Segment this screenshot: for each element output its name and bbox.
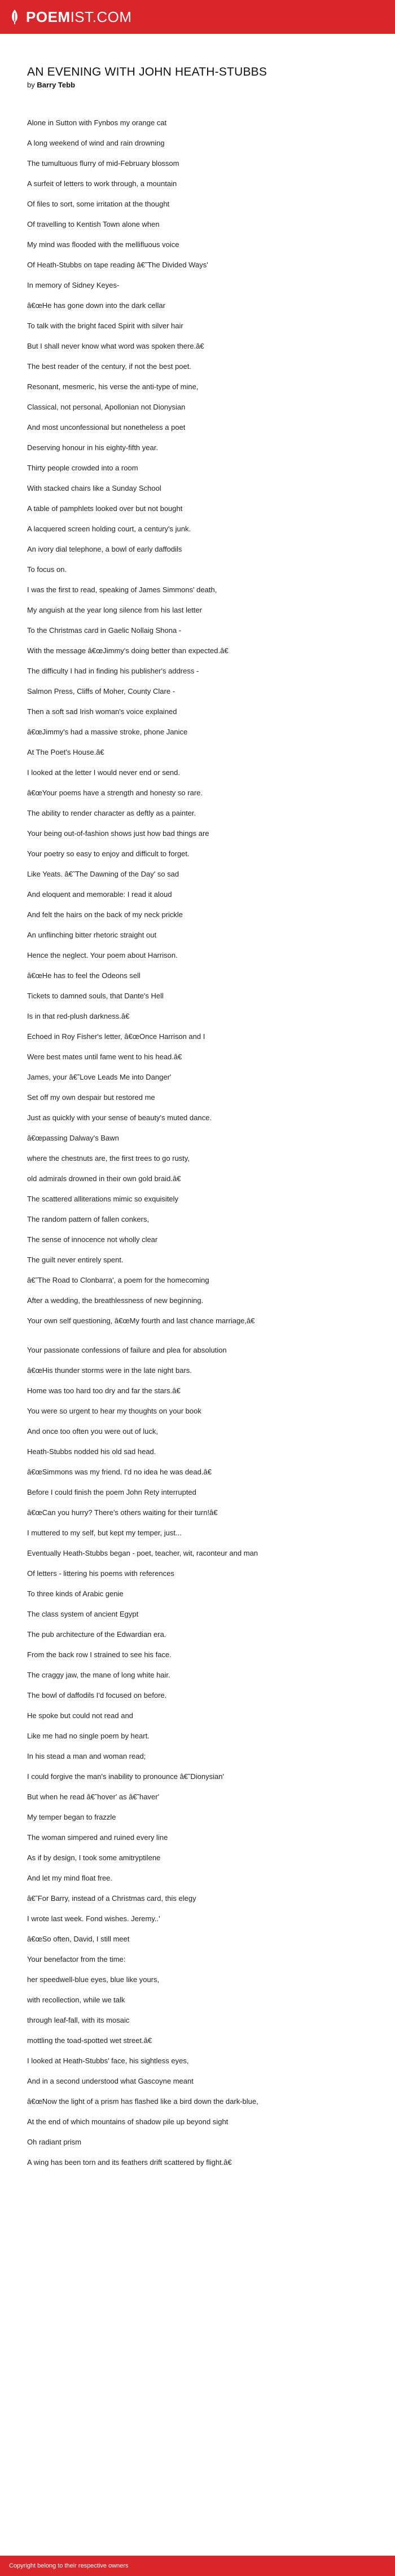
quill-pen-icon <box>9 10 20 24</box>
site-logo-link[interactable] <box>26 8 132 26</box>
poem-line: As if by design, I took some amitryptilene <box>27 1853 161 1862</box>
poem-line: The pub architecture of the Edwardian era. <box>27 1630 166 1639</box>
poem-line: Tickets to damned souls, that Dante's Hell <box>27 992 164 1000</box>
poem-line: To talk with the bright faced Spirit with silver hair <box>27 322 183 330</box>
poem-line: Eventually Heath-Stubbs began - poet, teacher, wit, raconteur and man <box>27 1549 258 1557</box>
poem-line: A table of pamphlets looked over but not bought <box>27 504 183 513</box>
poem-line: Like Yeats. â€˜The Dawning of the Day' so sad <box>27 870 179 878</box>
poem-line: My anguish at the year long silence from his last letter <box>27 606 202 614</box>
poem-byline <box>27 81 341 89</box>
poem-line: The guilt never entirely spent. <box>27 1256 124 1264</box>
poem-line: where the chestnuts are, the first trees to go rusty, <box>27 1154 190 1162</box>
poem-body <box>27 118 341 2178</box>
copyright-text: Copyright belong to their respective owners <box>9 2562 129 2569</box>
poem-line: The tumultuous flurry of mid-February blossom <box>27 159 179 168</box>
logo-bold-text: POEM <box>26 8 71 25</box>
poem-line: Is in that red-plush darkness.â€ <box>27 1012 130 1020</box>
poem-line: A wing has been torn and its feathers drift scattered by flight.â€ <box>27 2158 232 2167</box>
poem-line: And most unconfessional but nonetheless a poet <box>27 423 186 431</box>
poem-line: I could forgive the man's inability to pronounce â€˜Dionysian' <box>27 1772 224 1781</box>
poem-line: At the end of which mountains of shadow pile up beyond sight <box>27 2117 229 2126</box>
poem-line: â€œSo often, David, I still meet <box>27 1935 130 1943</box>
poem-line: At The Poet's House.â€ <box>27 748 104 756</box>
poem-line: In memory of Sidney Keyes- <box>27 281 120 289</box>
poem-line: With the message â€œJimmy's doing better than expected.â€ <box>27 646 229 655</box>
poem-line: To focus on. <box>27 565 67 574</box>
poem-line: Before I could finish the poem John Rety interrupted <box>27 1488 196 1496</box>
site-footer <box>0 2556 395 2576</box>
poem-line: Of travelling to Kentish Town alone when <box>27 220 160 228</box>
poem-line: with recollection, while we talk <box>27 1996 125 2004</box>
poem-line: To three kinds of Arabic genie <box>27 1589 124 1598</box>
poem-line: The ability to render character as deftly as a painter. <box>27 809 196 817</box>
poem-line: And in a second understood what Gascoyne meant <box>27 2077 194 2085</box>
poem-line: â€œNow the light of a prism has flashed like a bird down the dark-blue, <box>27 2097 258 2106</box>
poem-line: â€œJimmy's had a massive stroke, phone Janice <box>27 728 188 736</box>
poem-line: Set off my own despair but restored me <box>27 1093 155 1102</box>
poem-line: The best reader of the century, if not the best poet. <box>27 362 191 371</box>
poem-line: He spoke but could not read and <box>27 1711 133 1720</box>
poem-line: James, your â€˜Love Leads Me into Danger' <box>27 1073 172 1081</box>
poem-line: Echoed in Roy Fisher's letter, â€œOnce Harrison and I <box>27 1032 205 1041</box>
poem-line: But I shall never know what word was spoken there.â€ <box>27 342 204 350</box>
poem-line: Resonant, mesmeric, his verse the anti-type of mine, <box>27 382 199 391</box>
poem-line: Your own self questioning, â€œMy fourth and last chance marriage,â€ <box>27 1316 255 1325</box>
poem-line: I looked at Heath-Stubbs' face, his sightless eyes, <box>27 2057 189 2065</box>
poem-line: The sense of innocence not wholly clear <box>27 1235 158 1244</box>
logo-thin-text: IST.COM <box>70 8 132 25</box>
poem-line: The scattered alliterations mimic so exquisitely <box>27 1195 179 1203</box>
poem-line: I looked at the letter I would never end or send. <box>27 768 181 777</box>
author-link[interactable]: Barry Tebb <box>37 81 76 89</box>
poem-line: With stacked chairs like a Sunday School <box>27 484 161 492</box>
poem-line: Of files to sort, some irritation at the thought <box>27 200 170 208</box>
poem-line: Classical, not personal, Apollonian not Dionysian <box>27 403 186 411</box>
poem-line: My temper began to frazzle <box>27 1813 116 1821</box>
poem-line: Salmon Press, Cliffs of Moher, County Clare - <box>27 687 175 695</box>
poem-line: The class system of ancient Egypt <box>27 1610 139 1618</box>
poem-line: Of Heath-Stubbs on tape reading â€˜The Divided Ways' <box>27 261 208 269</box>
poem-line: mottling the toad-spotted wet street.â€ <box>27 2036 152 2045</box>
poem-line: Like me had no single poem by heart. <box>27 1732 150 1740</box>
poem-line: But when he read â€˜hover' as â€˜haver' <box>27 1793 160 1801</box>
poem-line: An ivory dial telephone, a bowl of early daffodils <box>27 545 182 553</box>
poem-line: â€œpassing Dalway's Bawn <box>27 1134 119 1142</box>
poem-line: And once too often you were out of luck, <box>27 1427 158 1435</box>
poem-line: Then a soft sad Irish woman's voice explained <box>27 707 177 716</box>
poem-line: Just as quickly with your sense of beauty's muted dance. <box>27 1113 212 1122</box>
poem-line: Your passionate confessions of failure and plea for absolution <box>27 1346 227 1354</box>
poem-line: Were best mates until fame went to his head.â€ <box>27 1053 182 1061</box>
site-header <box>0 0 395 34</box>
poem-line: From the back row I strained to see his face. <box>27 1650 172 1659</box>
poem-line: Your benefactor from the time: <box>27 1955 126 1963</box>
poem-line: through leaf-fall, with its mosaic <box>27 2016 130 2024</box>
poem-line: â€˜The Road to Clonbarra', a poem for the homecoming <box>27 1276 209 1284</box>
poem-line: Home was too hard too dry and far the stars.â€ <box>27 1386 181 1395</box>
poem-line: The difficulty I had in finding his publisher's address - <box>27 667 199 675</box>
poem-line: The craggy jaw, the mane of long white hair. <box>27 1671 170 1679</box>
poem-line: Oh radiant prism <box>27 2138 82 2146</box>
poem-line: â€œYour poems have a strength and honesty so rare. <box>27 789 203 797</box>
poem-line: And felt the hairs on the back of my neck prickle <box>27 910 183 919</box>
poem-line: â€œHe has gone down into the dark cellar <box>27 301 165 310</box>
poem-line: I muttered to my self, but kept my temper, just... <box>27 1529 182 1537</box>
poem-line: Deserving honour in his eighty-fifth year. <box>27 443 158 452</box>
poem-line: Your poetry so easy to enjoy and difficult to forget. <box>27 849 190 858</box>
poem-line: The bowl of daffodils I'd focused on before. <box>27 1691 167 1699</box>
poem-line: â€œSimmons was my friend. I'd no idea he was dead.â€ <box>27 1468 212 1476</box>
poem-line: Hence the neglect. Your poem about Harrison. <box>27 951 178 959</box>
byline-prefix: by <box>27 81 37 89</box>
poem-line: An unflinching bitter rhetoric straight out <box>27 931 157 939</box>
poem-line: A surfeit of letters to work through, a mountain <box>27 179 177 188</box>
poem-line: A lacquered screen holding court, a century's junk. <box>27 525 191 533</box>
poem-line: â€œHe has to feel the Odeons sell <box>27 971 141 980</box>
poem-line: â€˜For Barry, instead of a Christmas card, this elegy <box>27 1894 196 1903</box>
poem-line: Heath-Stubbs nodded his old sad head. <box>27 1447 156 1456</box>
poem-title: AN EVENING WITH JOHN HEATH-STUBBS <box>27 65 267 78</box>
poem-line: And let my mind float free. <box>27 1874 113 1882</box>
poem-line: And eloquent and memorable: I read it aloud <box>27 890 172 899</box>
poem-line: You were so urgent to hear my thoughts on your book <box>27 1407 201 1415</box>
poem-line: old admirals drowned in their own gold braid.â€ <box>27 1174 181 1183</box>
poem-line: In his stead a man and woman read; <box>27 1752 146 1760</box>
poem-line: To the Christmas card in Gaelic Nollaig Shona - <box>27 626 182 635</box>
poem-line: â€œCan you hurry? There's others waiting for their turn!â€ <box>27 1508 218 1517</box>
poem-line: The random pattern of fallen conkers, <box>27 1215 150 1223</box>
poem-line: After a wedding, the breathlessness of new beginning. <box>27 1296 204 1305</box>
poem-line: her speedwell-blue eyes, blue like yours, <box>27 1975 160 1984</box>
poem-line: Alone in Sutton with Fynbos my orange cat <box>27 118 167 127</box>
poem-line: A long weekend of wind and rain drowning <box>27 139 165 147</box>
poem-line: I was the first to read, speaking of James Simmons' death, <box>27 585 217 594</box>
poem-line: â€œHis thunder storms were in the late night bars. <box>27 1366 192 1375</box>
poem-line: My mind was flooded with the mellifluous voice <box>27 240 179 249</box>
poem-line: Your being out-of-fashion shows just how bad things are <box>27 829 209 838</box>
poem-line: The woman simpered and ruined every line <box>27 1833 168 1842</box>
poem-line: Of letters - littering his poems with references <box>27 1569 174 1578</box>
poem-line: Thirty people crowded into a room <box>27 464 138 472</box>
poem-container <box>0 34 341 2178</box>
poem-line: I wrote last week. Fond wishes. Jeremy..' <box>27 1914 160 1923</box>
